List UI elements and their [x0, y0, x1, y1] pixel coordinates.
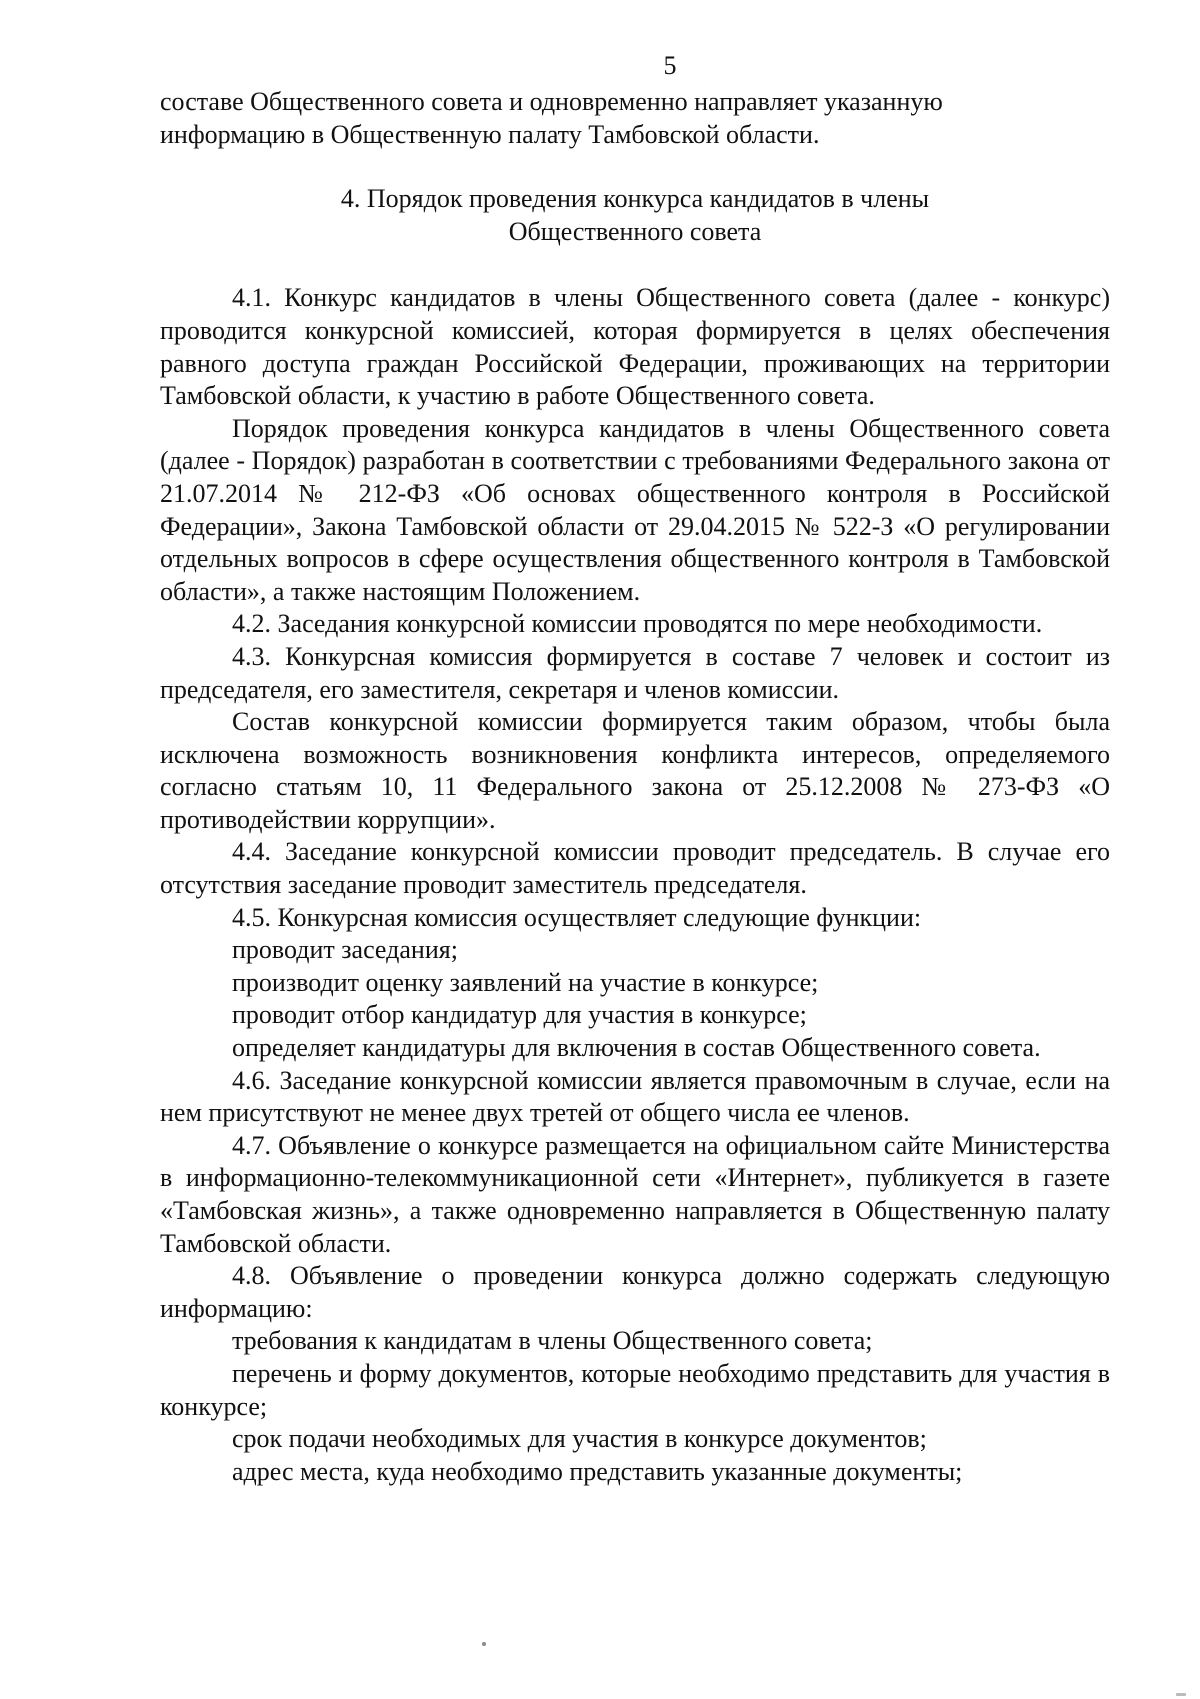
text-line: 29.04.2015 № 522-З «О регулировании отдельных вопросов в сфере [160, 511, 1110, 574]
text-line: конкурс) проводится конкурсной комиссией, которая формируется в целях [160, 283, 1110, 345]
text-line: «О противодействии коррупции». [160, 772, 1110, 834]
text-line: настоящим Положением. [362, 576, 641, 606]
paragraph-4-1 [160, 282, 1110, 412]
text-line: необходимости. [866, 609, 1043, 639]
text-line: адрес места, куда необходимо представить указанные документы; [232, 1456, 963, 1486]
text-line: совета. [796, 381, 875, 411]
spacer [160, 248, 1110, 282]
list-item [160, 1032, 1110, 1065]
text-line: производит оценку заявлений на участие в конкурсе; [232, 967, 819, 997]
paragraph-4-3 [160, 641, 1110, 706]
heading-line: 4. Порядок проведения конкурса кандидатов в члены [340, 184, 930, 214]
text-line: контроля в Российской Федерации», Закона Тамбовской области от [160, 478, 1110, 541]
spacer [160, 151, 1110, 183]
text-line: 4.8. Объявление о проведении конкурса должно содержать следующую [232, 1261, 1110, 1291]
text-line: 4.3. Конкурсная комиссия формируется в составе 7 человек и состоит [232, 641, 1086, 671]
text-line: определяет кандидатуры для включения в состав Общественного [232, 1033, 963, 1063]
list-item [160, 1358, 1110, 1423]
text-line: проводит отбор кандидатур для участия в конкурсе; [232, 1000, 807, 1030]
text-line: совета. [962, 1033, 1041, 1063]
text-line: информацию в Общественную палату Тамбовской области. [160, 119, 820, 149]
text-line: совета (далее - Порядок) разработан в соответствии с требованиями [160, 413, 1110, 476]
text-line: составе Общественного совета и одновременно направляет указанную [160, 87, 943, 116]
paragraph-4-8 [160, 1260, 1110, 1325]
text-line: 4.4. Заседание конкурсной комиссии проводит председатель. В случае [232, 837, 1076, 867]
text-line: Порядок проведения конкурса кандидатов в члены Общественного [232, 413, 1039, 443]
text-line: если на нем присутствуют не менее двух третей от общего числа ее членов. [160, 1065, 1110, 1128]
text-line: Состав конкурсной комиссии формируется таким образом, чтобы была [232, 707, 1110, 737]
document-body [160, 86, 1110, 1488]
text-line: его отсутствия заседание проводит заместитель председателя. [160, 837, 1110, 900]
list-item [160, 1456, 1110, 1489]
scan-speck [482, 1642, 486, 1646]
list-item [160, 967, 1110, 1000]
text-line: из председателя, его заместителя, секретаря и членов комиссии. [160, 641, 1110, 704]
paragraph-4-2 [160, 608, 1110, 641]
text-line: публикуется в газете «Тамбовская жизнь», а также одновременно [160, 1163, 1111, 1225]
paragraph-procedure [160, 413, 1110, 609]
text-line: проводит заседания; [232, 935, 458, 965]
text-line: исключена возможность возникновения конфликта интересов, определяемого [160, 739, 1110, 769]
section-heading [160, 183, 1110, 248]
text-line: на территории Тамбовской области, к участию в работе Общественного [160, 348, 1110, 411]
text-line: обеспечения равного доступа граждан Российской Федерации, проживающих [160, 315, 1110, 378]
text-line: Министерства в информационно-телекоммуникационной сети «Интернет», [160, 1130, 1110, 1193]
text-line: 4.6. Заседание конкурсной комиссии является правомочным в случае, [232, 1065, 1026, 1095]
paragraph-4-5 [160, 902, 1110, 935]
opening-paragraph [160, 86, 1110, 151]
text-line: информацию: [160, 1293, 313, 1323]
text-line: 4.1. Конкурс кандидатов в члены Общественного совета (далее - [232, 283, 1014, 313]
page-number: 5 [663, 51, 677, 80]
text-line: согласно статьям 10, 11 Федерального закона от 25.12.2008 № 273-ФЗ [160, 772, 1079, 802]
text-line: Федерального закона от 21.07.2014 № 212-ФЗ «Об основах общественного [160, 446, 1110, 508]
paragraph-4-6 [160, 1065, 1110, 1130]
paragraph-composition [160, 706, 1110, 836]
paragraph-4-7 [160, 1130, 1110, 1260]
list-item [160, 999, 1110, 1032]
text-line: 4.7. Объявление о конкурсе размещается на официальном сайте [232, 1130, 952, 1160]
text-line: участия в конкурсе; [160, 1358, 1111, 1421]
text-line: требования к кандидатам в члены Общественного совета; [232, 1326, 873, 1356]
text-line: 4.5. Конкурсная комиссия осуществляет следующие функции: [232, 902, 922, 932]
text-line: перечень и форму документов, которые необходимо представить для [232, 1358, 1005, 1388]
text-line: осуществления общественного контроля в Тамбовской области», а также [160, 544, 1111, 606]
text-line: 4.2. Заседания конкурсной комиссии проводятся по мере [232, 609, 867, 639]
text-line: направляется в Общественную палату Тамбовской области. [160, 1196, 1110, 1258]
list-item [160, 1423, 1110, 1456]
paragraph-4-4 [160, 836, 1110, 901]
list-item [160, 934, 1110, 967]
list-item [160, 1325, 1110, 1358]
text-line: срок подачи необходимых для участия в конкурсе документов; [232, 1424, 927, 1454]
heading-line: Общественного совета [508, 216, 762, 246]
scan-speck [1176, 1693, 1186, 1696]
